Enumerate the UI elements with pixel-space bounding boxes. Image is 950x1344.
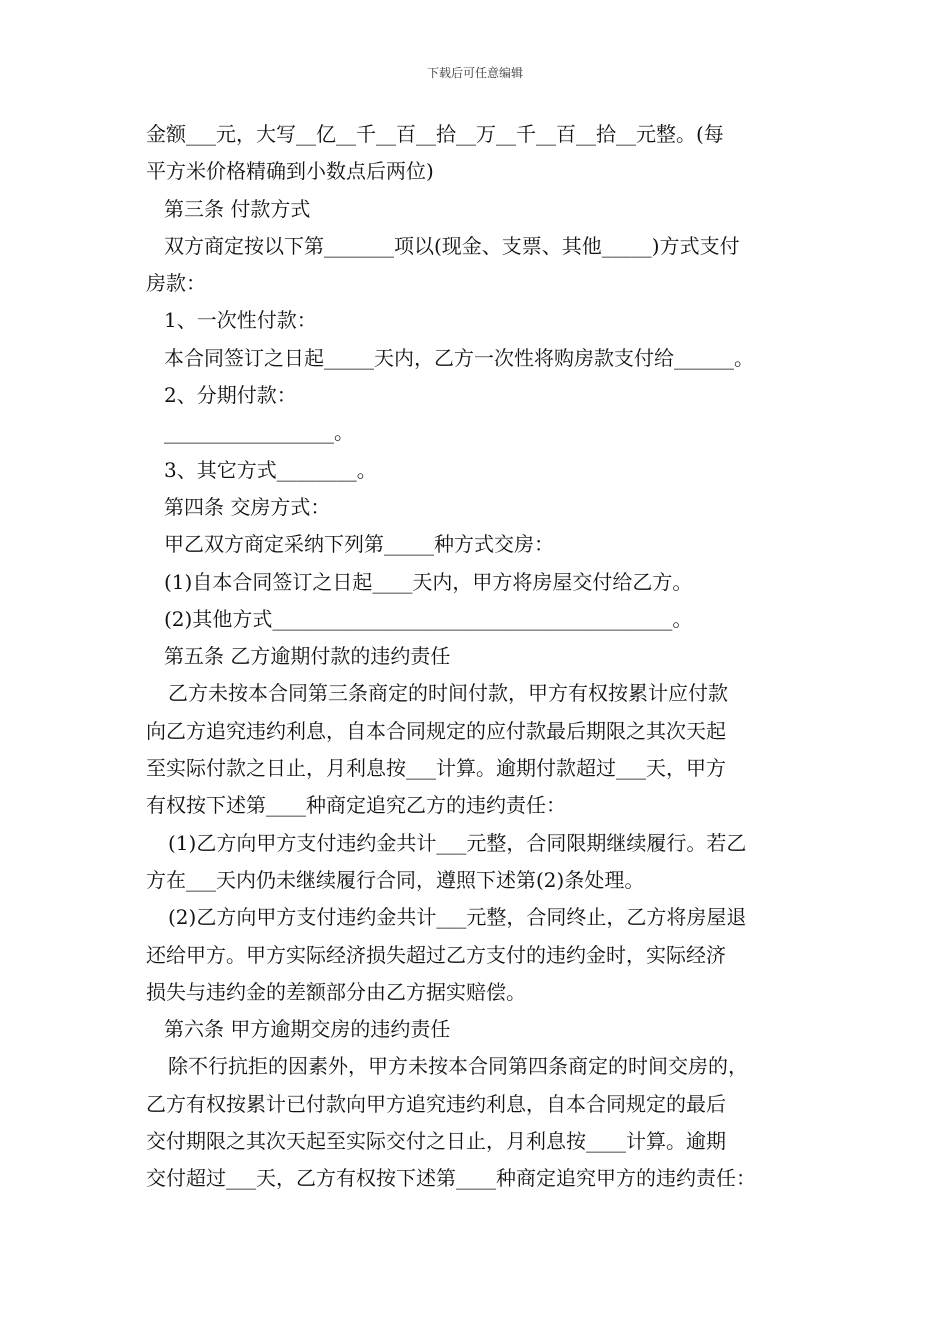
text-line: (2)其他方式________________________________________。 (164, 606, 693, 631)
text-line: 有权按下述第____种商定追究乙方的违约责任： (146, 793, 566, 818)
text-line: (2)乙方向甲方支付违约金共计___元整，合同终止，乙方将房屋退 (168, 905, 747, 930)
text-line: 损失与违约金的差额部分由乙方据实赔偿。 (146, 979, 526, 1004)
text-line: 平方米价格精确到小数点后两位) (146, 159, 434, 184)
contract-body (146, 116, 826, 1198)
text-line: 还给甲方。甲方实际经济损失超过乙方支付的违约金时，实际经济 (146, 942, 726, 967)
text-line: (1)乙方向甲方支付违约金共计___元整，合同限期继续履行。若乙 (168, 830, 747, 855)
text-line: 至实际付款之日止，月利息按___计算。逾期付款超过___天，甲方 (146, 756, 726, 781)
text-line: (1)自本合同签订之日起____天内，甲方将房屋交付给乙方。 (164, 569, 693, 594)
text-line: 甲乙双方商定采纳下列第_____种方式交房： (164, 532, 554, 557)
text-line: 交付期限之其次天起至实际交付之日止，月利息按____计算。逾期 (146, 1129, 726, 1154)
text-line: 乙方未按本合同第三条商定的时间付款，甲方有权按累计应付款 (168, 681, 728, 706)
section-heading: 第五条 乙方逾期付款的违约责任 (164, 644, 451, 669)
text-line: _________________。 (164, 420, 354, 445)
section-heading: 第三条 付款方式 (164, 196, 311, 221)
text-line: 双方商定按以下第_______项以(现金、支票、其他_____)方式支付 (164, 233, 740, 258)
text-line: 方在___天内仍未继续履行合同，遵照下述第(2)条处理。 (146, 867, 645, 892)
text-line: 乙方有权按累计已付款向甲方追究违约利息，自本合同规定的最后 (146, 1091, 726, 1116)
text-line: 向乙方追究违约利息，自本合同规定的应付款最后期限之其次天起 (146, 718, 726, 743)
text-line: 除不行抗拒的因素外，甲方未按本合同第四条商定的时间交房的， (168, 1054, 748, 1079)
text-line: 1、一次性付款： (164, 308, 317, 333)
section-heading: 第四条 交房方式： (164, 494, 331, 519)
text-line: 房款： (146, 271, 206, 296)
section-heading: 第六条 甲方逾期交房的违约责任 (164, 1017, 451, 1042)
text-line: 3、其它方式________。 (164, 457, 377, 482)
page-header-note: 下载后可任意编辑 (426, 66, 523, 80)
text-line: 交付超过___天，乙方有权按下述第____种商定追究甲方的违约责任： (146, 1166, 756, 1191)
text-line: 本合同签订之日起_____天内，乙方一次性将购房款支付给______。 (164, 345, 754, 370)
text-line: 2、分期付款： (164, 383, 297, 408)
text-line: 金额___元，大写__亿__千__百__拾__万__千__百__拾__元整。(每 (146, 122, 724, 146)
